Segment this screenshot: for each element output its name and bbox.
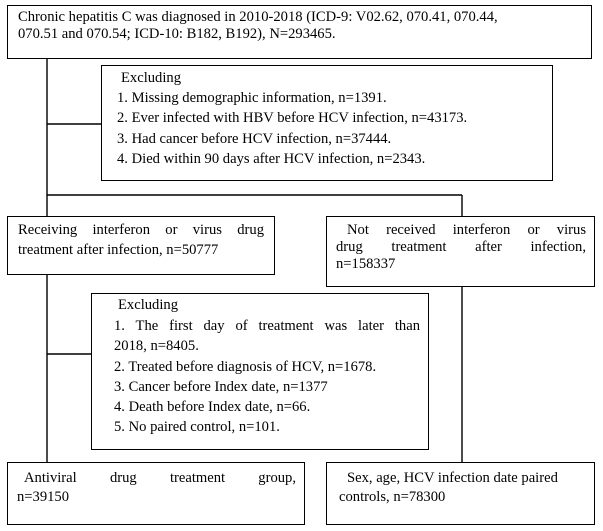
diagnosed-box: [7, 5, 592, 59]
paired-controls-line-1: Sex, age, HCV infection date paired: [347, 470, 558, 486]
exclusion-2-heading: Excluding: [118, 297, 178, 313]
exclusion-2-item-1: 1. The first day of treatment was later than: [114, 318, 420, 335]
exclusion-1-item-3: 3. Had cancer before HCV infection, n=37444.: [117, 130, 392, 147]
exclusion-2-item-4: 4. Death before Index date, n=66.: [114, 399, 311, 416]
exclusion-2-item-3: 3. Cancer before Index date, n=1377: [114, 378, 328, 395]
not-received-line-2: drug treatment after infection,: [336, 239, 586, 256]
exclusion-1-item-4: 4. Died within 90 days after HCV infection, n=2343.: [117, 150, 426, 167]
exclusion-box-1: [101, 65, 553, 181]
exclusion-1-heading: Excluding: [121, 70, 181, 86]
received-treatment-line-1: Receiving interferon or virus drug: [18, 222, 264, 238]
diagnosed-line-2: 070.51 and 070.54; ICD-10: B182, B192), N=293465.: [18, 26, 336, 43]
exclusion-2-item-2: 2. Treated before diagnosis of HCV, n=1678.: [114, 358, 377, 375]
paired-controls-box: [326, 462, 595, 525]
exclusion-2-item-1-cont: 2018, n=8405.: [114, 338, 199, 355]
paired-controls-line-2: controls, n=78300: [339, 489, 446, 506]
antiviral-group-line-2: n=39150: [17, 489, 70, 506]
not-received-line-3: n=158337: [336, 256, 396, 273]
exclusion-1-item-1: 1. Missing demographic information, n=1391.: [117, 90, 387, 107]
received-treatment-line-2: treatment after infection, n=50777: [18, 242, 219, 259]
exclusion-box-2: [91, 293, 429, 450]
not-received-box: [326, 216, 595, 287]
exclusion-2-item-5: 5. No paired control, n=101.: [114, 419, 280, 436]
exclusion-1-item-2: 2. Ever infected with HBV before HCV infection, n=43173.: [117, 110, 468, 127]
antiviral-group-line-1: Antiviral drug treatment group,: [24, 470, 296, 486]
received-treatment-box: [7, 216, 275, 275]
not-received-line-1: Not received interferon or virus: [347, 222, 586, 238]
diagnosed-line-1: Chronic hepatitis C was diagnosed in 2010-2018 (ICD-9: V02.62, 070.41, 070.44,: [18, 9, 498, 25]
antiviral-group-box: [7, 462, 305, 525]
